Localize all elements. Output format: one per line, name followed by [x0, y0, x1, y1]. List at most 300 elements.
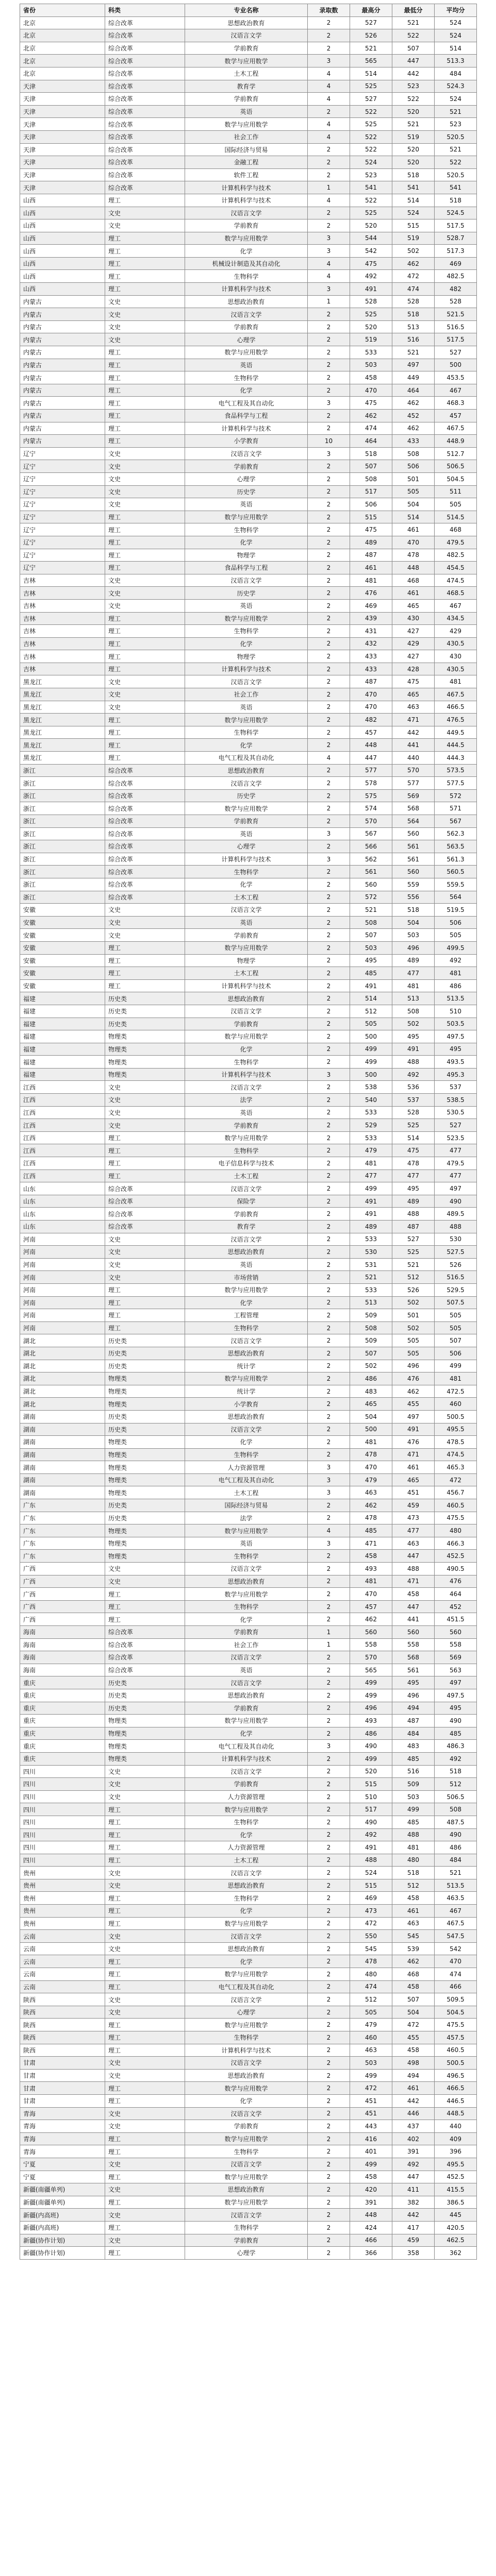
cell-avg-score: 479.5: [435, 1157, 477, 1170]
table-row: [20, 1613, 477, 1626]
cell-major: 英语: [185, 600, 308, 612]
table-row: [20, 2006, 477, 2019]
cell-min-score: 494: [392, 2070, 435, 2082]
cell-max-score: 509: [350, 1334, 392, 1347]
table-row: [20, 1524, 477, 1537]
cell-major: 汉语言文学: [185, 29, 308, 42]
table-row: [20, 2196, 477, 2209]
cell-min-score: 488: [392, 1208, 435, 1220]
cell-max-score: 506: [350, 498, 392, 511]
cell-admitted: 2: [308, 1512, 350, 1524]
cell-category: 综合改革: [105, 1664, 185, 1676]
cell-province: 辽宁: [20, 473, 105, 485]
cell-min-score: 463: [392, 701, 435, 714]
cell-avg-score: 472.5: [435, 1385, 477, 1398]
cell-admitted: 2: [308, 600, 350, 612]
cell-province: 安徽: [20, 917, 105, 929]
table-row: [20, 308, 477, 321]
cell-category: 理工: [105, 2133, 185, 2145]
cell-province: 福建: [20, 1030, 105, 1043]
cell-admitted: 2: [308, 866, 350, 878]
cell-province: 内蒙古: [20, 422, 105, 435]
cell-category: 文史: [105, 460, 185, 472]
cell-category: 综合改革: [105, 42, 185, 55]
cell-max-score: 432: [350, 638, 392, 650]
cell-admitted: 2: [308, 815, 350, 827]
cell-major: 人力资源管理: [185, 1461, 308, 1473]
table-row: [20, 333, 477, 346]
cell-major: 学前教育: [185, 321, 308, 333]
cell-max-score: 491: [350, 980, 392, 992]
table-row: [20, 448, 477, 461]
cell-province: 四川: [20, 1829, 105, 1841]
cell-min-score: 442: [392, 67, 435, 80]
cell-min-score: 447: [392, 1601, 435, 1613]
cell-province: 云南: [20, 1968, 105, 1980]
cell-avg-score: 474.5: [435, 574, 477, 587]
table-row: [20, 1246, 477, 1259]
cell-max-score: 486: [350, 1372, 392, 1385]
cell-min-score: 462: [392, 397, 435, 409]
cell-min-score: 465: [392, 600, 435, 612]
cell-min-score: 451: [392, 1486, 435, 1499]
cell-min-score: 520: [392, 144, 435, 156]
table-row: [20, 1867, 477, 1879]
cell-max-score: 491: [350, 1841, 392, 1854]
cell-admitted: 2: [308, 1195, 350, 1208]
cell-major: 化学: [185, 638, 308, 650]
cell-major: 国际经济与贸易: [185, 144, 308, 156]
cell-category: 综合改革: [105, 1639, 185, 1651]
table-row: [20, 2082, 477, 2095]
cell-min-score: 480: [392, 1854, 435, 1867]
cell-admitted: 1: [308, 1639, 350, 1651]
cell-max-score: 480: [350, 1968, 392, 1980]
cell-major: 化学: [185, 1955, 308, 1968]
cell-category: 理工: [105, 2171, 185, 2183]
cell-province: 陕西: [20, 2006, 105, 2019]
cell-avg-score: 512.7: [435, 448, 477, 460]
cell-max-score: 527: [350, 17, 392, 29]
cell-category: 理工: [105, 422, 185, 435]
cell-admitted: 2: [308, 562, 350, 574]
cell-major: 数学与应用数学: [185, 1284, 308, 1296]
table-row: [20, 498, 477, 511]
cell-min-score: 489: [392, 1195, 435, 1208]
cell-min-score: 402: [392, 2133, 435, 2145]
cell-min-score: 521: [392, 1259, 435, 1271]
cell-province: 贵州: [20, 1905, 105, 1917]
cell-category: 文史: [105, 1943, 185, 1955]
table-row: [20, 777, 477, 790]
cell-province: 山东: [20, 1208, 105, 1220]
cell-admitted: 2: [308, 1550, 350, 1562]
cell-major: 生物科学: [185, 726, 308, 739]
cell-avg-score: 452: [435, 1601, 477, 1613]
table-row: [20, 486, 477, 499]
cell-province: 天津: [20, 131, 105, 143]
cell-province: 新疆(内高班): [20, 2222, 105, 2234]
cell-admitted: 3: [308, 55, 350, 67]
table-row: [20, 1360, 477, 1373]
cell-max-score: 499: [350, 1753, 392, 1765]
cell-max-score: 503: [350, 2057, 392, 2069]
cell-category: 文史: [105, 1271, 185, 1283]
cell-province: 山西: [20, 219, 105, 232]
table-row: [20, 29, 477, 42]
cell-major: 生物科学: [185, 1144, 308, 1157]
table-row: [20, 1170, 477, 1183]
cell-province: 贵州: [20, 1918, 105, 1930]
cell-min-score: 449: [392, 371, 435, 384]
table-row: [20, 1208, 477, 1221]
cell-min-score: 513: [392, 992, 435, 1005]
cell-major: 化学: [185, 536, 308, 549]
cell-max-score: 481: [350, 1157, 392, 1170]
cell-category: 理工: [105, 232, 185, 245]
cell-province: 辽宁: [20, 536, 105, 549]
cell-province: 山西: [20, 283, 105, 295]
cell-category: 综合改革: [105, 828, 185, 840]
table-row: [20, 625, 477, 638]
cell-major: 汉语言文学: [185, 308, 308, 320]
cell-province: 浙江: [20, 866, 105, 878]
cell-province: 黑龙江: [20, 752, 105, 764]
table-row: [20, 422, 477, 435]
cell-province: 重庆: [20, 1676, 105, 1689]
cell-avg-score: 440: [435, 2120, 477, 2132]
cell-admitted: 1: [308, 296, 350, 308]
table-row: [20, 194, 477, 207]
cell-max-score: 503: [350, 359, 392, 371]
cell-min-score: 441: [392, 739, 435, 751]
cell-province: 贵州: [20, 1879, 105, 1892]
table-row: [20, 1702, 477, 1715]
cell-min-score: 442: [392, 2095, 435, 2107]
cell-min-score: 520: [392, 156, 435, 168]
cell-admitted: 2: [308, 1613, 350, 1625]
cell-avg-score: 474.5: [435, 1449, 477, 1461]
cell-min-score: 504: [392, 917, 435, 929]
cell-max-score: 570: [350, 815, 392, 827]
cell-avg-score: 505: [435, 498, 477, 511]
cell-max-score: 473: [350, 1905, 392, 1917]
cell-avg-score: 514: [435, 42, 477, 55]
cell-category: 理工: [105, 942, 185, 954]
cell-admitted: 2: [308, 802, 350, 815]
table-row: [20, 992, 477, 1005]
cell-province: 黑龙江: [20, 739, 105, 751]
table-row: [20, 42, 477, 55]
cell-max-score: 522: [350, 144, 392, 156]
cell-avg-score: 466.5: [435, 701, 477, 714]
cell-category: 历史类: [105, 1676, 185, 1689]
cell-min-score: 472: [392, 270, 435, 282]
cell-avg-score: 516.5: [435, 321, 477, 333]
cell-major: 汉语言文学: [185, 207, 308, 219]
cell-province: 河南: [20, 1259, 105, 1271]
cell-max-score: 490: [350, 1816, 392, 1828]
cell-max-score: 496: [350, 1702, 392, 1715]
cell-max-score: 490: [350, 1740, 392, 1752]
cell-max-score: 475: [350, 258, 392, 270]
cell-min-score: 522: [392, 93, 435, 105]
table-row: [20, 1334, 477, 1347]
cell-province: 内蒙古: [20, 397, 105, 409]
cell-province: 宁夏: [20, 2171, 105, 2183]
cell-province: 北京: [20, 42, 105, 55]
cell-category: 文史: [105, 2070, 185, 2082]
cell-province: 甘肃: [20, 2095, 105, 2107]
cell-max-score: 515: [350, 1778, 392, 1790]
cell-category: 物理类: [105, 1385, 185, 1398]
cell-avg-score: 512: [435, 1778, 477, 1790]
cell-category: 文史: [105, 2057, 185, 2069]
cell-min-score: 462: [392, 1955, 435, 1968]
cell-category: 综合改革: [105, 1626, 185, 1638]
cell-max-score: 510: [350, 1791, 392, 1803]
cell-admitted: 2: [308, 625, 350, 637]
cell-min-score: 505: [392, 1347, 435, 1360]
cell-max-score: 475: [350, 397, 392, 409]
cell-province: 江西: [20, 1081, 105, 1093]
cell-major: 生物科学: [185, 1322, 308, 1334]
cell-min-score: 569: [392, 790, 435, 802]
cell-category: 历史类: [105, 1018, 185, 1030]
cell-avg-score: 495: [435, 1043, 477, 1056]
cell-province: 浙江: [20, 853, 105, 866]
cell-admitted: 2: [308, 1385, 350, 1398]
cell-province: 山西: [20, 232, 105, 245]
cell-province: 福建: [20, 1005, 105, 1018]
cell-avg-score: 481: [435, 675, 477, 688]
cell-province: 湖南: [20, 1423, 105, 1436]
cell-province: 吉林: [20, 663, 105, 675]
cell-min-score: 496: [392, 942, 435, 954]
cell-category: 理工: [105, 536, 185, 549]
cell-major: 思想政治教育: [185, 17, 308, 29]
cell-province: 新疆(协作计划): [20, 2234, 105, 2247]
cell-major: 英语: [185, 1537, 308, 1550]
cell-admitted: 2: [308, 321, 350, 333]
cell-major: 计算机科学与技术: [185, 853, 308, 866]
table-row: [20, 562, 477, 574]
cell-max-score: 560: [350, 878, 392, 891]
cell-major: 汉语言文学: [185, 777, 308, 789]
cell-major: 化学: [185, 1905, 308, 1917]
cell-min-score: 512: [392, 1879, 435, 1892]
cell-avg-score: 508: [435, 1803, 477, 1816]
cell-province: 重庆: [20, 1740, 105, 1752]
cell-province: 浙江: [20, 777, 105, 789]
cell-max-score: 529: [350, 1119, 392, 1131]
cell-max-score: 458: [350, 2171, 392, 2183]
table-row: [20, 1841, 477, 1854]
table-row: [20, 980, 477, 993]
cell-avg-score: 468.5: [435, 587, 477, 599]
cell-max-score: 481: [350, 1575, 392, 1588]
cell-max-score: 485: [350, 967, 392, 979]
cell-category: 理工: [105, 1613, 185, 1625]
cell-admitted: 2: [308, 473, 350, 485]
cell-admitted: 4: [308, 194, 350, 207]
cell-category: 理工: [105, 1170, 185, 1182]
cell-major: 化学: [185, 384, 308, 397]
cell-min-score: 503: [392, 929, 435, 941]
table-row: [20, 1372, 477, 1385]
cell-avg-score: 486.3: [435, 1740, 477, 1752]
cell-min-score: 475: [392, 1144, 435, 1157]
cell-province: 河南: [20, 1271, 105, 1283]
cell-major: 汉语言文学: [185, 1081, 308, 1093]
cell-min-score: 560: [392, 828, 435, 840]
cell-max-score: 518: [350, 448, 392, 460]
cell-max-score: 463: [350, 2044, 392, 2057]
cell-major: 数学与应用数学: [185, 1918, 308, 1930]
cell-admitted: 2: [308, 1879, 350, 1892]
cell-admitted: 2: [308, 1601, 350, 1613]
cell-province: 江西: [20, 1157, 105, 1170]
cell-min-score: 427: [392, 650, 435, 663]
table-row: [20, 2057, 477, 2070]
cell-major: 数学与应用数学: [185, 2171, 308, 2183]
cell-avg-score: 524.5: [435, 207, 477, 219]
cell-admitted: 2: [308, 2095, 350, 2107]
cell-admitted: 2: [308, 1056, 350, 1068]
cell-avg-score: 530.5: [435, 1107, 477, 1119]
table-row: [20, 1791, 477, 1804]
cell-province: 北京: [20, 55, 105, 67]
cell-admitted: 2: [308, 1955, 350, 1968]
cell-admitted: 2: [308, 486, 350, 498]
table-row: [20, 1309, 477, 1322]
cell-admitted: 2: [308, 2057, 350, 2069]
table-row: [20, 1626, 477, 1639]
cell-province: 浙江: [20, 878, 105, 891]
cell-category: 物理类: [105, 1727, 185, 1740]
cell-province: 黑龙江: [20, 701, 105, 714]
cell-min-score: 476: [392, 1436, 435, 1448]
cell-max-score: 565: [350, 1664, 392, 1676]
cell-admitted: 2: [308, 523, 350, 536]
cell-min-score: 524: [392, 207, 435, 219]
cell-admitted: 2: [308, 1411, 350, 1423]
cell-min-score: 561: [392, 840, 435, 853]
cell-major: 软件工程: [185, 169, 308, 181]
cell-province: 海南: [20, 1639, 105, 1651]
cell-admitted: 2: [308, 42, 350, 55]
cell-max-score: 460: [350, 2031, 392, 2044]
cell-admitted: 2: [308, 701, 350, 714]
cell-max-score: 448: [350, 2209, 392, 2221]
table-row: [20, 1778, 477, 1791]
cell-admitted: 2: [308, 2247, 350, 2259]
cell-max-score: 570: [350, 1651, 392, 1664]
cell-category: 文史: [105, 2209, 185, 2221]
cell-min-score: 568: [392, 802, 435, 815]
cell-category: 文史: [105, 701, 185, 714]
cell-province: 吉林: [20, 638, 105, 650]
cell-major: 心理学: [185, 2247, 308, 2259]
cell-major: 社会工作: [185, 131, 308, 143]
cell-avg-score: 500.5: [435, 1411, 477, 1423]
cell-major: 思想政治教育: [185, 1347, 308, 1360]
table-row: [20, 80, 477, 93]
table-row: [20, 1918, 477, 1930]
cell-category: 理工: [105, 1309, 185, 1321]
cell-major: 数学与应用数学: [185, 55, 308, 67]
cell-province: 浙江: [20, 802, 105, 815]
cell-avg-score: 396: [435, 2145, 477, 2158]
table-row: [20, 397, 477, 410]
cell-category: 物理类: [105, 1043, 185, 1056]
cell-category: 综合改革: [105, 144, 185, 156]
cell-min-score: 495: [392, 1182, 435, 1195]
cell-avg-score: 521: [435, 1867, 477, 1879]
cell-province: 湖南: [20, 1461, 105, 1473]
cell-province: 广东: [20, 1550, 105, 1562]
cell-major: 学前教育: [185, 1208, 308, 1220]
cell-min-score: 468: [392, 1968, 435, 1980]
cell-max-score: 443: [350, 2120, 392, 2132]
cell-avg-score: 577.5: [435, 777, 477, 789]
table-row: [20, 1740, 477, 1753]
cell-avg-score: 454.5: [435, 562, 477, 574]
cell-max-score: 567: [350, 828, 392, 840]
cell-max-score: 522: [350, 194, 392, 207]
cell-major: 生物科学: [185, 1056, 308, 1068]
cell-category: 综合改革: [105, 878, 185, 891]
cell-major: 生物科学: [185, 2031, 308, 2044]
cell-min-score: 463: [392, 1537, 435, 1550]
table-row: [20, 1829, 477, 1842]
cell-province: 辽宁: [20, 549, 105, 562]
cell-province: 安徽: [20, 967, 105, 979]
cell-admitted: 2: [308, 384, 350, 397]
cell-min-score: 560: [392, 866, 435, 878]
cell-min-score: 475: [392, 675, 435, 688]
cell-category: 文史: [105, 1094, 185, 1106]
cell-max-score: 478: [350, 1512, 392, 1524]
cell-avg-score: 547.5: [435, 1930, 477, 1942]
table-row: [20, 1043, 477, 1056]
cell-avg-score: 430.5: [435, 663, 477, 675]
cell-major: 数学与应用数学: [185, 1524, 308, 1537]
cell-province: 陕西: [20, 2031, 105, 2044]
table-body: [20, 17, 477, 2260]
cell-admitted: 2: [308, 1892, 350, 1904]
cell-category: 综合改革: [105, 118, 185, 130]
cell-category: 理工: [105, 2019, 185, 2031]
cell-admitted: 2: [308, 1829, 350, 1841]
cell-category: 文史: [105, 1879, 185, 1892]
cell-min-score: 477: [392, 1170, 435, 1182]
cell-province: 青海: [20, 2145, 105, 2158]
cell-avg-score: 516.5: [435, 1271, 477, 1283]
cell-admitted: 2: [308, 2145, 350, 2158]
cell-category: 文史: [105, 219, 185, 232]
cell-avg-score: 507: [435, 1334, 477, 1347]
cell-min-score: 429: [392, 638, 435, 650]
table-row: [20, 346, 477, 359]
cell-category: 综合改革: [105, 777, 185, 789]
cell-major: 思想政治教育: [185, 296, 308, 308]
table-row: [20, 1651, 477, 1664]
cell-province: 新疆(内高班): [20, 2209, 105, 2221]
cell-min-score: 461: [392, 523, 435, 536]
cell-admitted: 2: [308, 1715, 350, 1727]
cell-province: 湖北: [20, 1347, 105, 1360]
